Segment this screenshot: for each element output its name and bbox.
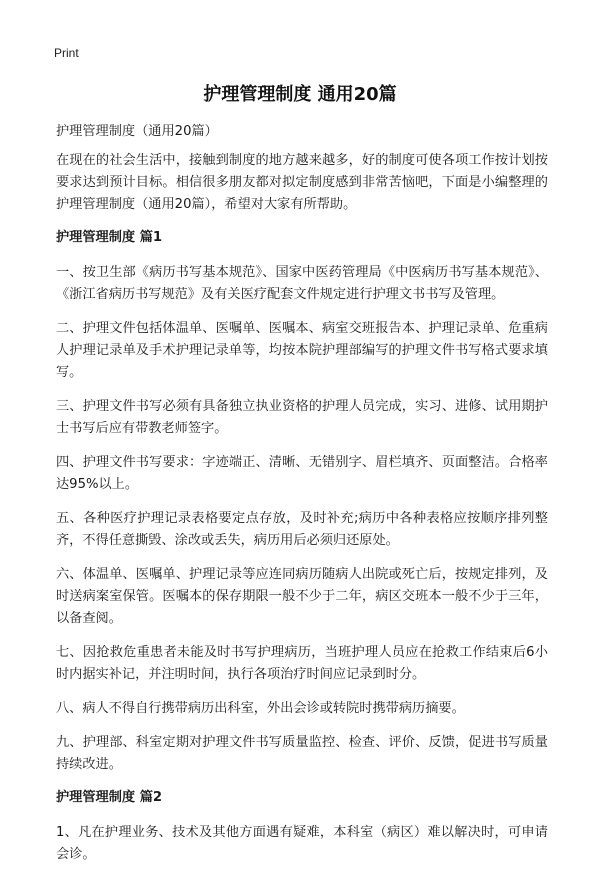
article-subtitle: 护理管理制度（通用20篇） (56, 124, 218, 139)
section-paragraph: 八、病人不得自行携带病历出科室，外出会诊或转院时携带病历摘要。 (56, 701, 465, 716)
section-paragraph: 九、护理部、科室定期对护理文件书写质量监控、检查、评价、反馈，促进书写质量持续改进。 (56, 735, 548, 772)
section-paragraph: 三、护理文件书写必须有具备独立执业资格的护理人员完成，实习、进修、试用期护士书写后应有带教老师签字。 (56, 399, 548, 436)
print-link[interactable]: Print (54, 46, 79, 60)
section-paragraph: 五、各种医疗护理记录表格要定点存放，及时补充;病历中各种表格应按顺序排列整齐，不得任意撕毁、涂改或丢失，病历用后必须归还原处。 (56, 511, 548, 548)
page-title: 护理管理制度 通用20篇 (203, 84, 397, 105)
section-paragraph: 二、护理文件包括体温单、医嘱单、医嘱本、病室交班报告本、护理记录单、危重病人护理记录单及手术护理记录单等，均按本院护理部编写的护理文件书写格式要求填写。 (56, 321, 548, 380)
section-heading: 护理管理制度 篇1 (56, 230, 163, 245)
section-paragraph: 六、体温单、医嘱单、护理记录等应连同病历随病人出院或死亡后，按规定排列，及时送病案室保管。医嘱本的保存期限一般不少于二年，病区交班本一般不少于三年，以备查阅。 (56, 567, 548, 626)
section-heading: 护理管理制度 篇2 (56, 790, 163, 805)
section-paragraph: 四、护理文件书写要求：字迹端正、清晰、无错别字、眉栏填齐、页面整洁。合格率达95%以上。 (56, 455, 548, 492)
section-paragraph: 七、因抢救危重患者未能及时书写护理病历，当班护理人员应在抢救工作结束后6小时内据实补记，并注明时间，执行各项治疗时间应记录到时分。 (56, 645, 548, 682)
intro-paragraph: 在现在的社会生活中，接触到制度的地方越来越多，好的制度可使各项工作按计划按要求达到预计目标。相信很多朋友都对拟定制度感到非常苦恼吧，下面是小编整理的护理管理制度（通用20篇），希望对大家有所帮助。 (56, 153, 548, 212)
section-paragraph: 1、凡在护理业务、技术及其他方面遇有疑难，本科室（病区）难以解决时，可申请会诊。 (56, 825, 548, 862)
article-body (56, 121, 548, 878)
section-paragraph: 一、按卫生部《病历书写基本规范》、国家中医药管理局《中医病历书写基本规范》、《浙江省病历书写规范》及有关医疗配套文件规定进行护理文书书写及管理。 (56, 265, 548, 302)
